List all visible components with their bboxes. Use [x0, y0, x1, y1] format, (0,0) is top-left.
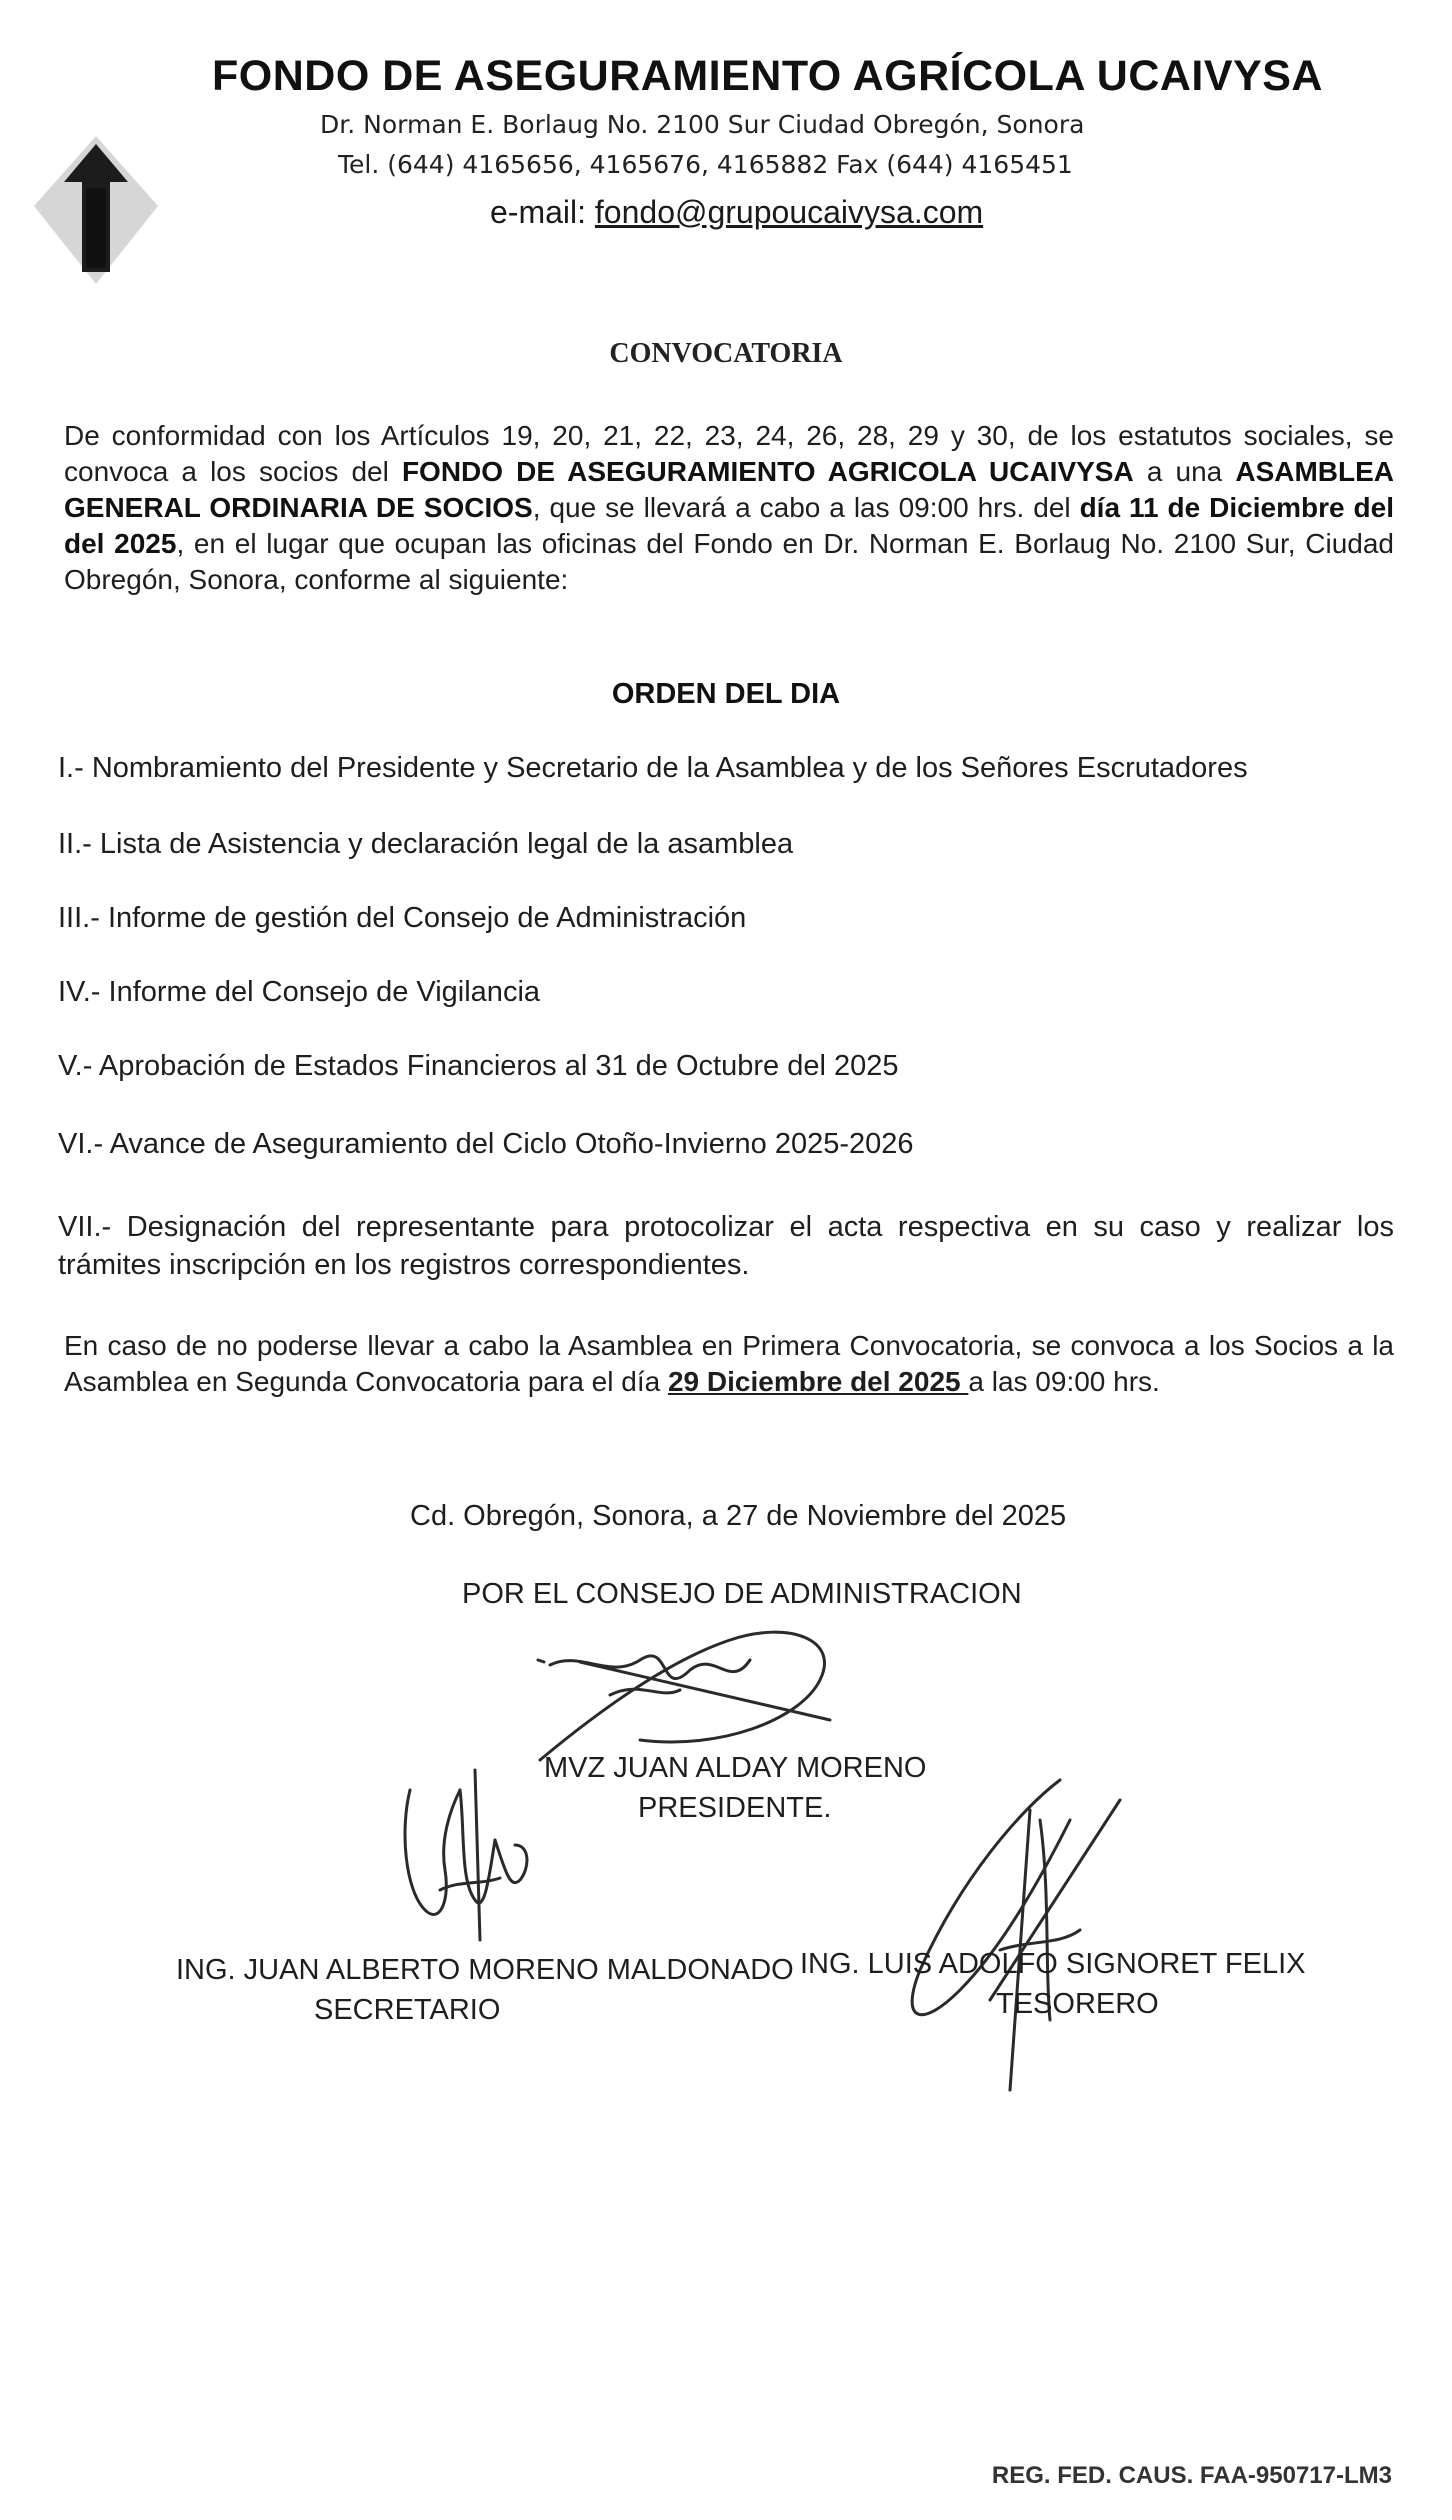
president-role: PRESIDENTE.: [638, 1792, 832, 1824]
company-logo: [26, 126, 166, 294]
email-link[interactable]: fondo@grupoucaivysa.com: [594, 194, 984, 230]
president-name: MVZ JUAN ALDAY MORENO: [544, 1752, 927, 1784]
place-and-date: Cd. Obregón, Sonora, a 27 de Noviembre del 2025: [410, 1500, 1067, 1532]
intro-org-name: FONDO DE ASEGURAMIENTO AGRICOLA UCAIVYSA: [401, 456, 1134, 487]
intro-assembly-type: ASAMBLEA GENERAL ORDINARIA DE SOCIOS: [64, 456, 1395, 523]
agenda-item-3: III.- Informe de gestión del Consejo de Administración: [58, 902, 747, 934]
tax-registration: REG. FED. CAUS. FAA-950717-LM3: [991, 2462, 1392, 2489]
agenda-item-4: IV.- Informe del Consejo de Vigilancia: [58, 976, 541, 1008]
agenda-item-2: II.- Lista de Asistencia y declaración legal de la asamblea: [58, 828, 794, 860]
intro-assembly-date: día 11 de Diciembre del del 2025: [64, 492, 1394, 559]
secretary-name: ING. JUAN ALBERTO MORENO MALDONADO: [176, 1954, 794, 1986]
second-call-text-1: En caso de no poderse llevar a cabo la Asamblea en Primera Convocatoria, se convoca a los Socios a la Asamblea en Segunda Convocatoria para el día: [64, 1330, 1394, 1397]
email-label: e-mail:: [490, 194, 595, 230]
council-line: POR EL CONSEJO DE ADMINISTRACION: [462, 1578, 1022, 1610]
intro-text-2: a una: [1133, 456, 1236, 487]
agenda-item-7: VII.- Designación del representante para protocolizar el acta respectiva en su caso y realizar los trámites inscripción en los registros correspondientes.: [58, 1211, 1394, 1281]
secretary-role: SECRETARIO: [314, 1994, 501, 2026]
organization-address: Dr. Norman E. Borlaug No. 2100 Sur Ciudad Obregón, Sonora: [320, 110, 1085, 139]
agenda-title: ORDEN DEL DIA: [611, 678, 841, 710]
intro-text-1: De conformidad con los Artículos 19, 20, 21, 22, 23, 24, 26, 28, 29 y 30, de los estatutos sociales, se convoca a los socios del: [64, 420, 1394, 487]
agenda-item-1: I.- Nombramiento del Presidente y Secretario de la Asamblea y de los Señores Escrutadores: [58, 752, 1248, 784]
document-title: CONVOCATORIA: [609, 338, 843, 369]
organization-email-line: [490, 194, 983, 231]
intro-text-3: , que se llevará a cabo a las 09:00 hrs. del: [532, 492, 1080, 523]
secretary-signature: [380, 1750, 550, 1950]
organization-name: FONDO DE ASEGURAMIENTO AGRÍCOLA UCAIVYSA: [212, 52, 1323, 100]
intro-paragraph: [64, 418, 1394, 598]
agenda-item-5: V.- Aprobación de Estados Financieros al 31 de Octubre del 2025: [58, 1050, 899, 1082]
organization-phones: Tel. (644) 4165656, 4165676, 4165882 Fax (644) 4165451: [338, 150, 1073, 179]
second-call-text-2: a las 09:00 hrs.: [968, 1366, 1160, 1397]
second-call-date: 29 Diciembre del 2025: [667, 1366, 969, 1397]
president-signature: [490, 1600, 850, 1770]
second-call-paragraph: [64, 1328, 1394, 1400]
treasurer-name: ING. LUIS ADOLFO SIGNORET FELIX: [800, 1948, 1306, 1980]
treasurer-role: TESORERO: [996, 1988, 1159, 2020]
treasurer-signature: [880, 1770, 1140, 2100]
agenda-item-6: VI.- Avance de Aseguramiento del Ciclo Otoño-Invierno 2025-2026: [58, 1128, 914, 1160]
intro-text-4: , en el lugar que ocupan las oficinas del Fondo en Dr. Norman E. Borlaug No. 2100 Sur, Ciudad Obregón, Sonora, conforme al siguiente:: [64, 528, 1394, 595]
